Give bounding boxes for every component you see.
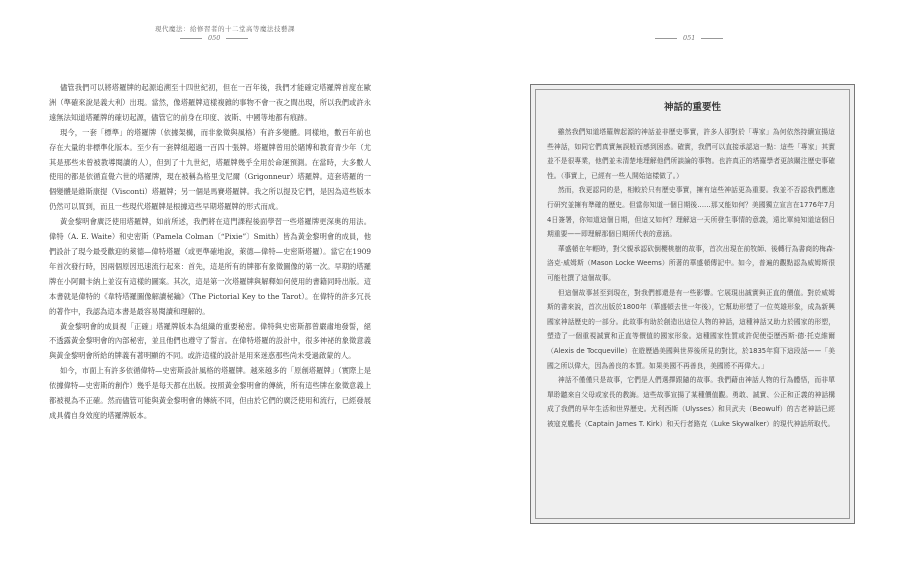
folio-rule bbox=[226, 38, 248, 39]
sidebar-box bbox=[530, 84, 855, 524]
box-body bbox=[547, 125, 835, 431]
paragraph: 黃金黎明會的成員視「正確」塔羅牌版本為組織的重要秘密。偉特與史密斯都曾嚴肅地發誓，絕不透露黃金黎明會的內部秘密，並且他們也遵守了誓言。在偉特塔羅的設計中，很多神祕的象徵意義與黃金黎明會所給的牌義有著明顯的不同。或許這樣的設計是用來迷惑那些尚未受過啟蒙的人。 bbox=[49, 321, 371, 361]
folio-rule bbox=[180, 38, 202, 39]
page-number: 050 bbox=[208, 34, 221, 42]
paragraph: 但這個故事甚至到現在，對我們都還是有一些影響。它展現出誠實與正直的價值。對於威姆斯的書來說，首次出版於1800年（華盛頓去世一年後），它幫助形塑了一位英雄形象，成為新興國家神話歷史的一部分。此故事有助於創造出這位人物的神話，這種神話又助力於國家的形塑，塑造了一個重視誠實和正直等價值的國家形象。這種國家性質或許促使亞歷西斯‧德‧托克維爾（Alexis de Tocqueville）在遊歷過美國與世界後所見的對比，於1835年寫下這段話——「美國之所以偉大，因為善良的本質。如果美國不再善良，美國將不再偉大。」 bbox=[547, 288, 835, 370]
box-title: 神話的重要性 bbox=[663, 102, 721, 113]
paragraph: 如今，市面上有許多依循偉特—史密斯設計風格的塔羅牌。越來越多的「原創塔羅牌」（實際上是依據偉特—史密斯的創作）幾乎是每天都在出版。按照黃金黎明會的傳統，所有這些牌在象徵意義上都被視為不正確。然而儘管可能與黃金黎明會的傳統不同，但由於它們的廣泛使用和流行，已經發展成具備自身效度的塔羅牌版本。 bbox=[49, 366, 371, 420]
right-page bbox=[450, 0, 900, 574]
paragraph: 然而，我更認同的是，相較於只有歷史事實，擁有這些神話更為重要。我並不否認我們應進行研究並擁有準確的歷史。但當你知道一個日期後……那又能如何？美國獨立宣言在1776年7月4日簽署，你知道這個日期，但這又如何？理解這一天所發生事情的意義，遠比單純知道這個日期重要——即理解那個日期所代表的意涵。 bbox=[547, 186, 835, 239]
paragraph: 儘管我們可以將塔羅牌的起源追溯至十四世紀初，但在一百年後，我們才能確定塔羅牌首度在歐洲（準確來說是義大利）出現。當然，像塔羅牌這樣複雜的事物不會一夜之間出現，所以我們或許永遠無法知道塔羅牌的確切起源，儘管它的前身在印度、波斯、中國等地都有痕跡。 bbox=[49, 83, 371, 122]
page-number-left bbox=[180, 34, 248, 42]
folio-rule bbox=[655, 38, 677, 39]
page-number-right bbox=[655, 34, 723, 42]
running-head: 現代魔法：給修習者的十二堂高等魔法技藝課 bbox=[155, 25, 295, 33]
paragraph: 黃金黎明會廣泛使用塔羅牌，如前所述，我們將在這門課程後面學習一些塔羅牌更深奧的用法。偉特（A. E. Waite）和史密斯（Pamela Colman〔“Pixie”〕Smith）皆為黃金黎明會的成員，他們設計了現今最受歡迎的萊德—偉特塔羅（或更準確地說，萊德—偉特—史密斯塔羅）。當它在1909年首次發行時，因兩個原因迅速流行起來：首先，這是所有的牌都有象徵圖像的第一次。早期的塔羅牌在小阿爾卡納上並沒有這樣的圖案。其次，這是第一次塔羅牌與解釋如何使用的書籍同時出版。這本書就是偉特的《韋特塔羅圖像解讀秘鑰》（The Pictorial Key to the Tarot）。在偉特的許多冗長的著作中，我認為這本書是最容易閱讀和理解的。 bbox=[49, 217, 371, 316]
paragraph: 華盛頓在年輕時，對父親承認砍倒櫻桃樹的故事，首次出現在前牧師、後轉行為書商的梅森‧洛克‧威姆斯（Mason Locke Weems）所著的華盛頓傳記中。如今，普遍的觀點認為威姆斯很可能杜撰了這個故事。 bbox=[547, 244, 835, 282]
paragraph: 現今，一套「標準」的塔羅牌（依據架構，而非象徵與風格）有許多變體。同樣地，數百年前也存在大量的非標準化版本。至少有一套牌組超過一百四十張牌。塔羅牌曾用於賭博和教育青少年（尤其是那些未曾被教導閱讀的人），但到了十九世紀，塔羅牌幾乎全用於命運預測。在當時，大多數人使用的都是依循直覺六世的塔羅牌，現在被稱為格里戈尼爾（Grigonneur）塔羅牌。這套塔羅的一個變體是維斯康提（Visconti）塔羅牌；另一個是馬賽塔羅牌。我之所以提及它們，是因為這些版本仍然可以買到，而且一些現代塔羅牌是根據這些早期塔羅牌的形式而成。 bbox=[49, 127, 371, 212]
folio-rule bbox=[701, 38, 723, 39]
body-text bbox=[49, 81, 371, 424]
paragraph: 雖然我們知道塔羅牌起源的神話並非歷史事實，許多人卻對於「專家」為何依然持續宣揚這些神話，如同它們真實無誤般而感到困惑。確實，我們可以直接承認這一點：這些「專家」其實並不是很專業，他們並未清楚地理解他們所談論的事物。也許真正的塔羅學者更該關注歷史事確性。（事實上，已經有一些人開始這樣做了。） bbox=[547, 128, 835, 180]
paragraph: 神話不僅僅只是故事，它們是人們選擇跟隨的故事。我們藉由神話人物的行為體悟，而非單單聆聽來自父母或家長的教誨。這些故事宣揚了某種價值觀。勇敢、誠實、公正和正義的神話構成了我們的早年生活和世界歷史。尤利西斯（Ulysses）和貝武夫（Beowulf）的古老神話已經被寇克艦長（Captain James T. Kirk）和天行者路克（Luke Skywalker）的現代神話所取代。 bbox=[547, 376, 835, 428]
page-number: 051 bbox=[683, 34, 696, 42]
